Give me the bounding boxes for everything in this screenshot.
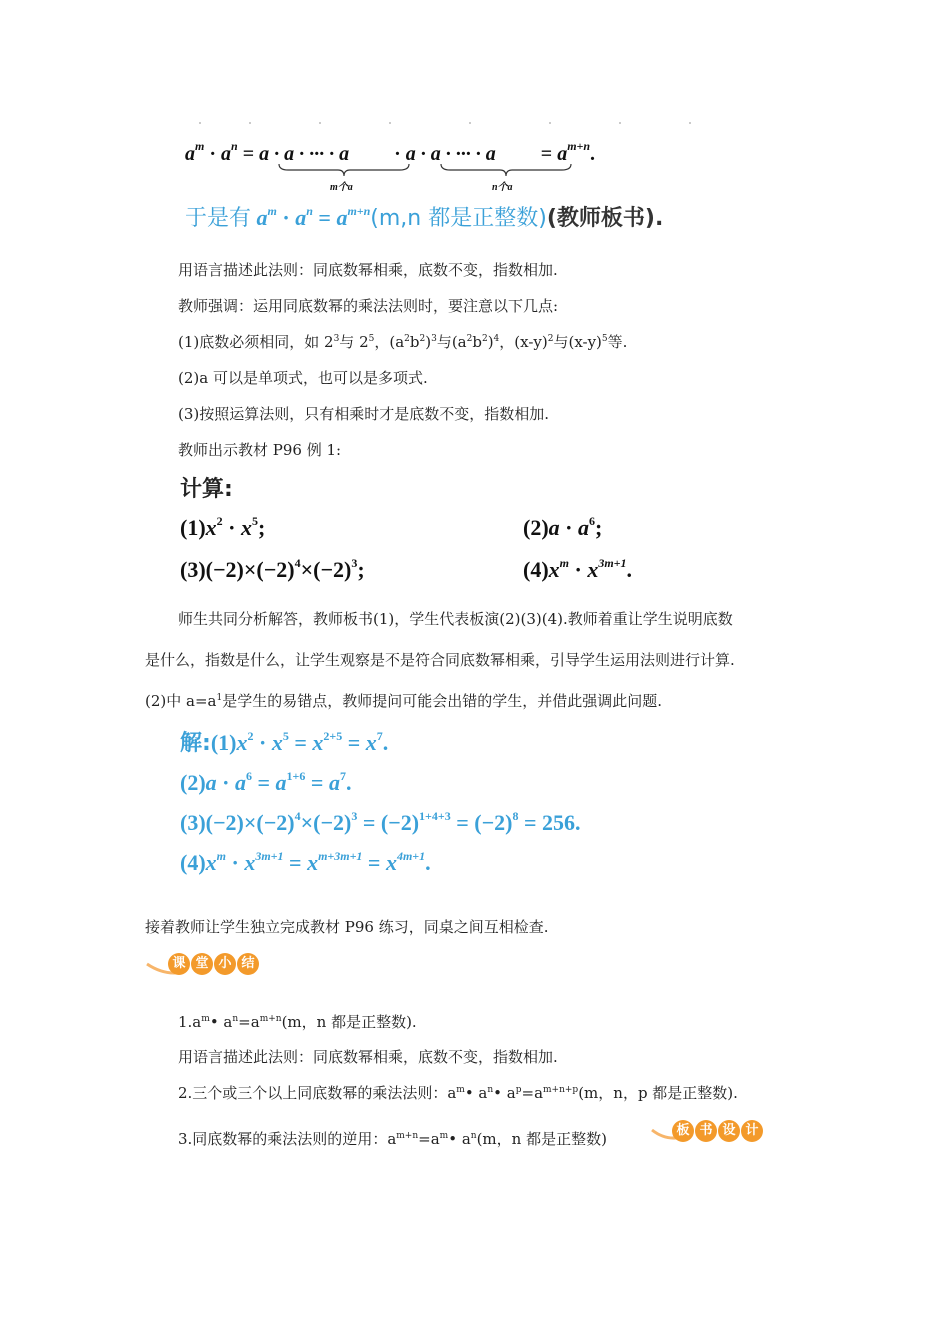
brace-m — [278, 163, 410, 177]
practice-line: 接着教师让学生独立完成教材 P96 练习，同桌之间互相检查. — [145, 918, 549, 936]
summary-badge — [168, 952, 260, 975]
rule-note: (教师板书). — [546, 206, 664, 231]
example-title: 计算: — [180, 477, 233, 502]
summary-badge-char-2: 堂 — [191, 953, 213, 975]
summary-item-2: 2.三个或三个以上同底数幂的乘法法则：$a^m•$ $a^n•$ $a^p=a^{m+n+p}(m$，n，p 都是正整数). — [178, 1084, 738, 1102]
summary-badge-char-1: 课 — [168, 953, 190, 975]
brace-n — [440, 163, 572, 177]
summary-item-1: $1.a^m•$ $a^n=a^{m+n}(m$，n 都是正整数). — [178, 1013, 417, 1031]
summary-item-3: 3.同底数幂的乘法法则的逆用：$a^{m+n}=a^m•$ $a^n(m$，n 都是正整数) — [178, 1130, 607, 1148]
board-badge-char-3: 设 — [718, 1120, 740, 1142]
scan-dots — [190, 120, 730, 126]
example-q1: $(1)x^2 \cdot x^5$; — [180, 514, 266, 540]
para-point-3: (3)按照运算法则，只有相乘时才是底数不变，指数相加. — [178, 405, 550, 423]
group-n: a · a · ··· · a — [405, 143, 496, 165]
rule-line: 于是有 $a^m \cdot a^n = a^{m+n}(m,n$ 都是正整数)(教师板书). — [185, 204, 664, 231]
summary-badge-char-4: 结 — [237, 953, 259, 975]
product-formula: $a^m \cdot a^n = a \cdot a$ · ··· · a · a · a · ··· · $a = a^{m+n}$. — [185, 140, 595, 168]
example-q4: $(4)x^m \cdot x^{3m+1}$. — [523, 556, 633, 582]
rule-prefix: 于是有 — [185, 206, 252, 231]
board-badge — [672, 1119, 764, 1142]
solution-4: $(4)x^m \cdot x^{3m+1} = x^{m+3m+1} = x^{4m+1}$. — [180, 849, 431, 875]
solution-2: $(2)a \cdot a^6 = a^{1+6} = a^7$. — [180, 769, 352, 795]
example-q2: $(2)a \cdot a^6$; — [523, 514, 603, 540]
para-point-2: (2)a 可以是单项式，也可以是多项式. — [178, 369, 428, 387]
solution-3: $(3)(-2)\times(-2)^4\times(-2)^3 = (-2)^{1+4+3} = (-2)^8 = 256$. — [180, 809, 581, 835]
brace-label-m: m个a — [330, 182, 353, 193]
summary-item-1-desc: 用语言描述此法则：同底数幂相乘，底数不变，指数相加. — [178, 1048, 558, 1066]
solution-1: 解$:(1)x^2 \cdot x^5 = x^{2+5} = x^7$. — [180, 729, 389, 756]
board-badge-char-2: 书 — [695, 1120, 717, 1142]
para-emphasis: 教师强调：运用同底数幂的乘法法则时，要注意以下几点: — [178, 297, 559, 315]
para-describe: 用语言描述此法则：同底数幂相乘，底数不变，指数相加. — [178, 261, 558, 279]
analysis-line-3: (2)中 $a=a^1$是学生的易错点，教师提问可能会出错的学生，并借此强调此问题. — [145, 692, 662, 710]
example-q3: $(3)(-2)\times(-2)^4\times(-2)^3$; — [180, 556, 365, 582]
analysis-line-1: 师生共同分析解答，教师板书(1)，学生代表板演(2)(3)(4).教师着重让学生说明底数 — [178, 610, 733, 628]
summary-badge-char-3: 小 — [214, 953, 236, 975]
board-badge-char-1: 板 — [672, 1120, 694, 1142]
group-m: a · a · ··· · a — [259, 143, 350, 165]
para-point-1: (1)底数必须相同，如 $2^3$与 $2^5$，$(a^2b^2)^3$与$(a^2b^2)^4$，$(x-y)^2$与$(x-y)^5$等. — [178, 333, 628, 351]
analysis-line-2: 是什么，指数是什么，让学生观察是不是符合同底数幂相乘，引导学生运用法则进行计算. — [145, 651, 735, 669]
brace-label-n: n个a — [492, 182, 513, 193]
rule-suffix: (m,n 都是正整数) — [370, 206, 547, 231]
para-example-intro: 教师出示教材 P96 例 1: — [178, 441, 342, 459]
board-badge-char-4: 计 — [741, 1120, 763, 1142]
